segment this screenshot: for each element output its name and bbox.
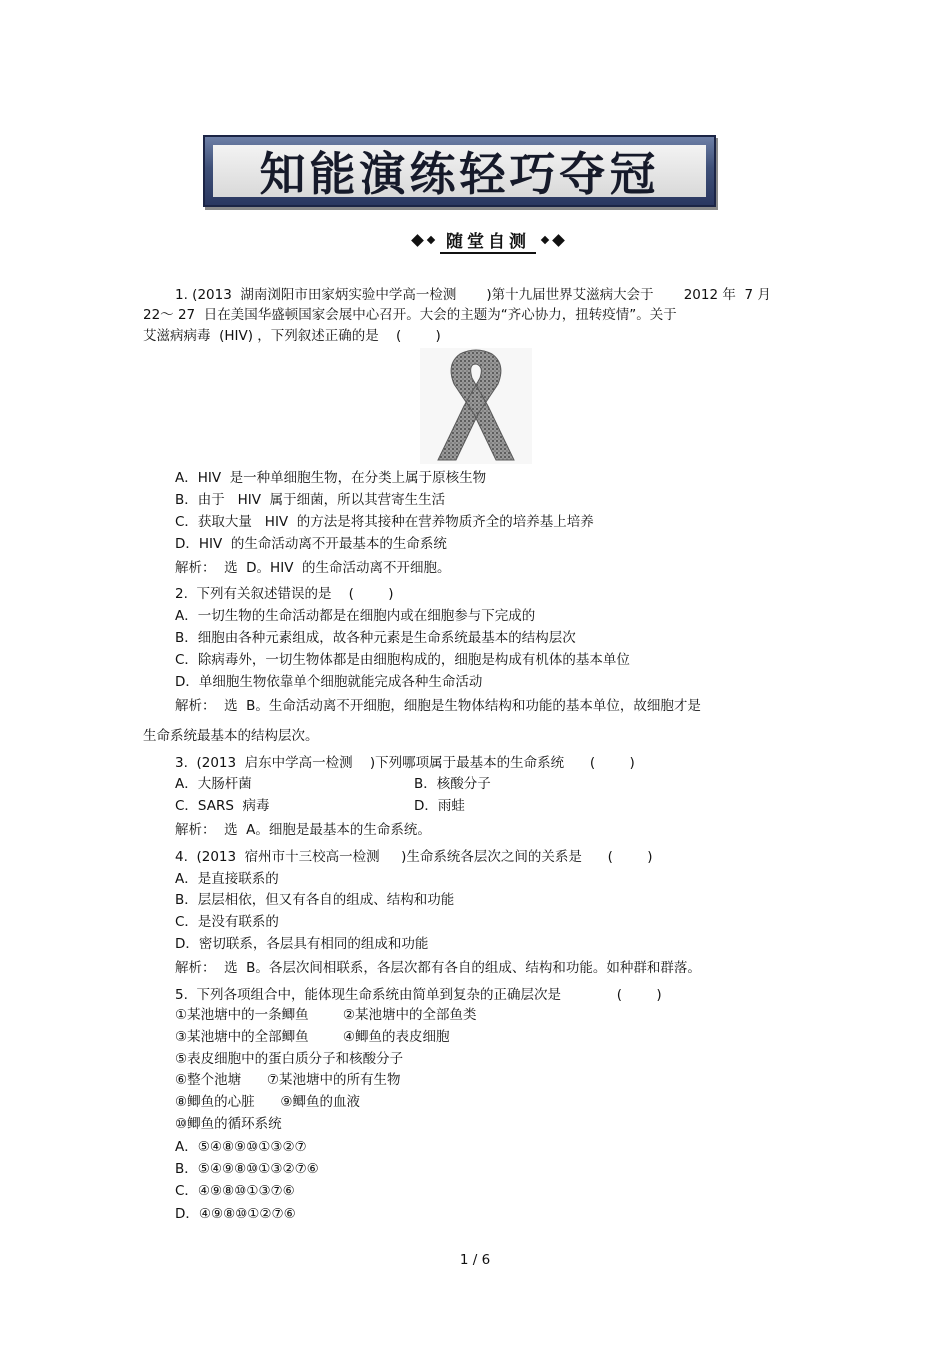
q1-stem-line-3: 艾滋病病毒 (HIV) ，下列叙述正确的是 ( ) [143, 328, 441, 344]
q2-option-d: D．单细胞生物依靠单个细胞就能完成各种生命活动 [175, 674, 483, 690]
q5-item-line: ③某池塘中的全部鲫鱼 ④鲫鱼的表皮细胞 [175, 1029, 450, 1045]
page-number: 1 / 6 [459, 1252, 491, 1268]
q4-analysis: 解析： 选 B。各层次间相联系，各层次都有各自的组成、结构和功能。如种群和群落。 [175, 960, 701, 976]
q1-option-a: A．HIV 是一种单细胞生物，在分类上属于原核生物 [175, 470, 487, 486]
q5-option-d: D．④⑨⑧⑩①②⑦⑥ [175, 1206, 296, 1222]
q1-stem-line-2: 22～ 27 日在美国华盛顿国家会展中心召开。大会的主题为“齐心协力，扭转疫情”。关于 [143, 307, 677, 323]
q5-stem: 5. 下列各项组合中，能体现生命系统由简单到复杂的正确层次是 ( ) [175, 987, 662, 1003]
q2-stem: 2. 下列有关叙述错误的是 ( ) [175, 586, 394, 602]
q3-analysis: 解析： 选 A。细胞是最基本的生命系统。 [175, 822, 431, 838]
q5-item-line: ⑩鲫鱼的循环系统 [175, 1116, 282, 1132]
q4-option-d: D．密切联系，各层具有相同的组成和功能 [175, 936, 429, 952]
aids-ribbon-image [420, 348, 532, 464]
q2-option-c: C．除病毒外，一切生物体都是由细胞构成的，细胞是构成有机体的基本单位 [175, 652, 630, 668]
diamond-icon [541, 236, 549, 244]
q1-option-d: D．HIV 的生命活动离不开最基本的生命系统 [175, 536, 447, 552]
q4-stem: 4. (2013 宿州市十三校高一检测 )生命系统各层次之间的关系是 ( ) [175, 849, 653, 865]
q3-option-b: B．核酸分子 [414, 776, 491, 792]
q4-option-b: B．层层相依，但又有各自的组成、结构和功能 [175, 892, 455, 908]
diamond-icon [552, 234, 565, 247]
q2-analysis-line-1: 解析： 选 B。生命活动离不开细胞，细胞是生物体结构和功能的基本单位，故细胞才是 [175, 698, 701, 714]
q4-option-a: A．是直接联系的 [175, 871, 279, 887]
q5-option-a: A．⑤④⑧⑨⑩①③②⑦ [175, 1139, 307, 1155]
section-heading [388, 228, 588, 252]
q1-option-b: B．由于 HIV 属于细菌，所以其营寄生生活 [175, 492, 446, 508]
q1-stem-line-1: 1. (2013 湖南浏阳市田家炳实验中学高一检测 )第十九届世界艾滋病大会于 2012 年 7 月 [175, 287, 771, 303]
q3-option-a: A．大肠杆菌 [175, 776, 252, 792]
q2-analysis-line-2: 生命系统最基本的结构层次。 [143, 728, 319, 744]
title-banner [203, 135, 716, 207]
diamond-icon [411, 234, 424, 247]
diamond-icon [427, 236, 435, 244]
banner-title: 知能演练轻巧夺冠 [259, 147, 660, 201]
q2-option-b: B．细胞由各种元素组成，故各种元素是生命系统最基本的结构层次 [175, 630, 576, 646]
q5-item-line: ⑥整个池塘 ⑦某池塘中的所有生物 [175, 1072, 401, 1088]
q3-stem: 3. (2013 启东中学高一检测 )下列哪项属于最基本的生命系统 ( ) [175, 755, 635, 771]
q4-option-c: C．是没有联系的 [175, 914, 279, 930]
q3-option-d: D．雨蛙 [414, 798, 465, 814]
q5-item-line: ①某池塘中的一条鲫鱼 ②某池塘中的全部鱼类 [175, 1007, 477, 1023]
q5-option-b: B．⑤④⑨⑧⑩①③②⑦⑥ [175, 1161, 319, 1177]
q1-option-c: C．获取大量 HIV 的方法是将其接种在营养物质齐全的培养基上培养 [175, 514, 594, 530]
q5-item-line: ⑤表皮细胞中的蛋白质分子和核酸分子 [175, 1051, 404, 1067]
q1-analysis: 解析： 选 D。HIV 的生命活动离不开细胞。 [175, 560, 451, 576]
section-title: 随堂自测 [440, 227, 536, 254]
q3-option-c: C．SARS 病毒 [175, 798, 270, 814]
q2-option-a: A．一切生物的生命活动都是在细胞内或在细胞参与下完成的 [175, 608, 536, 624]
q5-option-c: C．④⑨⑧⑩①③⑦⑥ [175, 1183, 295, 1199]
q5-item-line: ⑧鲫鱼的心脏 ⑨鲫鱼的血液 [175, 1094, 360, 1110]
